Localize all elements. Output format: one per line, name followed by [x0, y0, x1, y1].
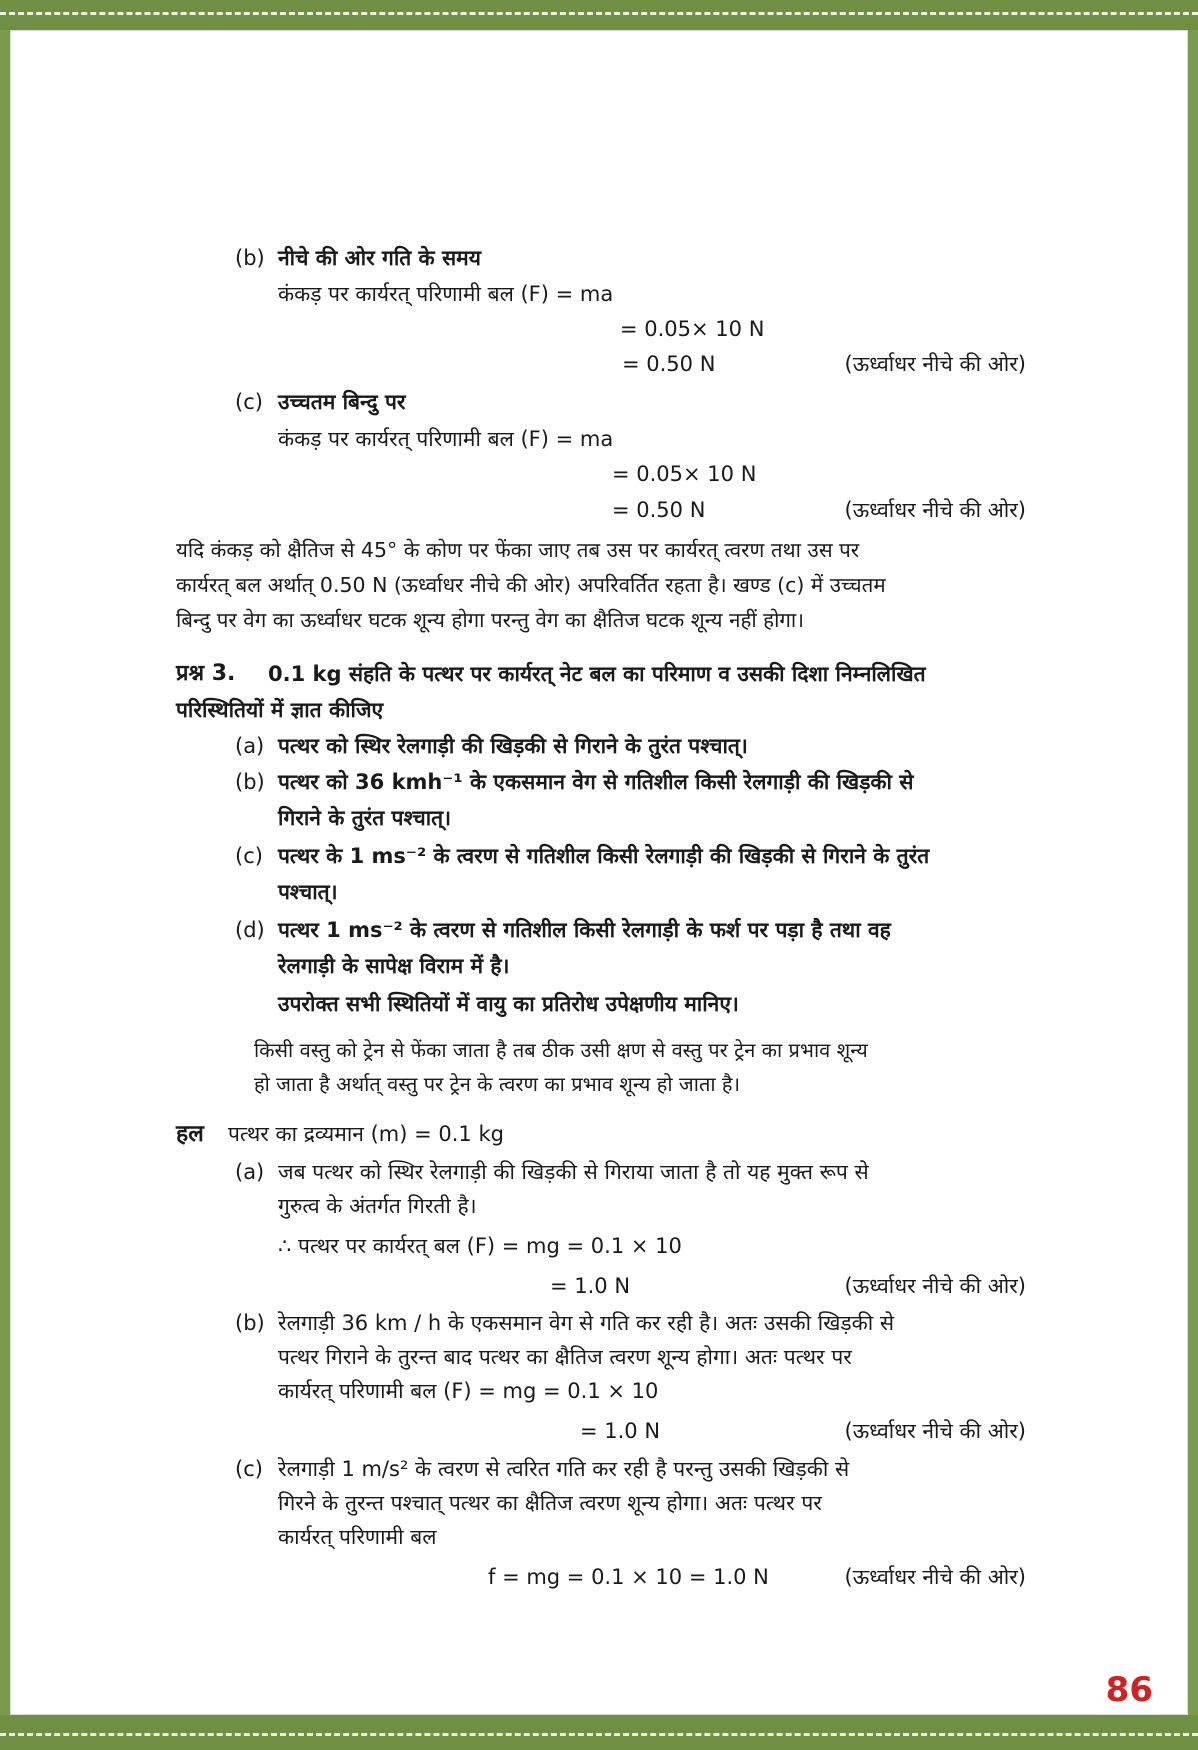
solution-c-line-1: रेलगाड़ी 1 m/s² के त्वरण से त्वरित गति कर रही है परन्तु उसकी खिड़की से [278, 1457, 850, 1481]
part-c-result: = 0.50 N [612, 498, 706, 522]
bottom-dashed-border [0, 1733, 1198, 1736]
solution-a-line-1: जब पत्थर को स्थिर रेलगाड़ी की खिड़की से गिराया जाता है तो यह मुक्त रूप से [278, 1160, 869, 1184]
hint-line-1: किसी वस्तु को ट्रेन से फेंका जाता है तब ठीक उसी क्षण से वस्तु पर ट्रेन का प्रभाव शून्य [254, 1038, 868, 1062]
part-c-label: (c) [235, 390, 263, 414]
solution-c-line-2: गिरने के तुरन्त पश्चात् पत्थर का क्षैतिज त्वरण शून्य होगा। अतः पत्थर पर [278, 1491, 822, 1515]
question-d-text-line-2: रेलगाड़ी के सापेक्ष विराम में है। [278, 954, 510, 978]
question-b-text-line-2: गिराने के तुरंत पश्चात्। [278, 806, 452, 830]
solution-b-line-3: कार्यरत् परिणामी बल (F) = mg = 0.1 × 10 [278, 1379, 659, 1403]
part-b-direction: (ऊर्ध्वाधर नीचे की ओर) [844, 352, 1026, 376]
solution-a-line-2: गुरुत्व के अंतर्गत गिरती है। [278, 1194, 477, 1218]
part-b-force-eq: कंकड़ पर कार्यरत् परिणामी बल (F) = ma [278, 282, 614, 306]
top-dashed-border [0, 12, 1198, 15]
question-label: प्रश्न 3. [176, 661, 236, 686]
solution-b-label: (b) [235, 1311, 265, 1335]
part-c-heading: उच्चतम बिन्दु पर [278, 390, 406, 414]
solution-b-line-2: पत्थर गिराने के तुरन्त बाद पत्थर का क्षैतिज त्वरण शून्य होगा। अतः पत्थर पर [278, 1345, 852, 1369]
note-line-1: यदि कंकड़ को क्षैतिज से 45° के कोण पर फेंका जाए तब उस पर कार्यरत् त्वरण तथा उस पर [176, 538, 860, 562]
solution-a-line-3: ∴ पत्थर पर कार्यरत् बल (F) = mg = 0.1 × 10 [278, 1234, 682, 1258]
question-c-text-line-2: पश्चात्। [278, 880, 338, 904]
part-b-heading: नीचे की ओर गति के समय [278, 246, 481, 270]
solution-b-result: = 1.0 N [580, 1419, 661, 1443]
solution-c-line-3: कार्यरत् परिणामी बल [278, 1525, 437, 1549]
page-number: 86 [1105, 1670, 1153, 1710]
solution-b-line-1: रेलगाड़ी 36 km / h के एकसमान वेग से गति कर रही है। अतः उसकी खिड़की से [278, 1311, 895, 1335]
question-note: उपरोक्त सभी स्थितियों में वायु का प्रतिरोध उपेक्षणीय मानिए। [278, 992, 739, 1016]
question-b-label: (b) [235, 770, 265, 794]
note-line-2: कार्यरत् बल अर्थात् 0.50 N (ऊर्ध्वाधर नीचे की ओर) अपरिवर्तित रहता है। खण्ड (c) में उच्चतम [176, 573, 886, 597]
note-line-3: बिन्दु पर वेग का ऊर्ध्वाधर घटक शून्य होगा परन्तु वेग का क्षैतिज घटक शून्य नहीं होगा। [176, 608, 804, 632]
solution-mass: पत्थर का द्रव्यमान (m) = 0.1 kg [228, 1122, 504, 1146]
solution-c-result: f = mg = 0.1 × 10 = 1.0 N [488, 1565, 769, 1589]
solution-c-direction: (ऊर्ध्वाधर नीचे की ओर) [844, 1565, 1026, 1589]
question-d-text-line-1: पत्थर 1 ms⁻² के त्वरण से गतिशील किसी रेलगाड़ी के फर्श पर पड़ा है तथा वह [278, 918, 891, 942]
solution-b-direction: (ऊर्ध्वाधर नीचे की ओर) [844, 1419, 1026, 1443]
question-c-label: (c) [235, 844, 263, 868]
solution-label: हल [176, 1121, 204, 1147]
solution-a-direction: (ऊर्ध्वाधर नीचे की ओर) [844, 1274, 1026, 1298]
part-c-direction: (ऊर्ध्वाधर नीचे की ओर) [844, 498, 1026, 522]
question-a-label: (a) [235, 734, 265, 758]
question-b-text-line-1: पत्थर को 36 kmh⁻¹ के एकसमान वेग से गतिशील किसी रेलगाड़ी की खिड़की से [278, 770, 914, 794]
hint-line-2: हो जाता है अर्थात् वस्तु पर ट्रेन के त्वरण का प्रभाव शून्य हो जाता है। [254, 1072, 741, 1096]
top-border-band [0, 0, 1198, 30]
question-a-text: पत्थर को स्थिर रेलगाड़ी की खिड़की से गिराने के तुरंत पश्चात्। [278, 734, 748, 758]
question-c-text-line-1: पत्थर के 1 ms⁻² के त्वरण से गतिशील किसी रेलगाड़ी की खिड़की से गिराने के तुरंत [278, 844, 930, 868]
part-b-step2: = 0.05× 10 N [620, 317, 765, 341]
part-b-label: (b) [235, 246, 265, 270]
question-stem-line-1: 0.1 kg संहति के पत्थर पर कार्यरत् नेट बल का परिमाण व उसकी दिशा निम्नलिखित [268, 662, 926, 686]
page-sheet [10, 30, 1188, 1715]
question-d-label: (d) [235, 918, 265, 942]
solution-a-label: (a) [235, 1160, 265, 1184]
solution-a-result: = 1.0 N [550, 1274, 631, 1298]
part-c-force-eq: कंकड़ पर कार्यरत् परिणामी बल (F) = ma [278, 427, 614, 451]
part-b-result: = 0.50 N [622, 352, 716, 376]
solution-c-label: (c) [235, 1457, 263, 1481]
question-stem-line-2: परिस्थितियों में ज्ञात कीजिए [176, 698, 384, 722]
part-c-step2: = 0.05× 10 N [612, 462, 757, 486]
